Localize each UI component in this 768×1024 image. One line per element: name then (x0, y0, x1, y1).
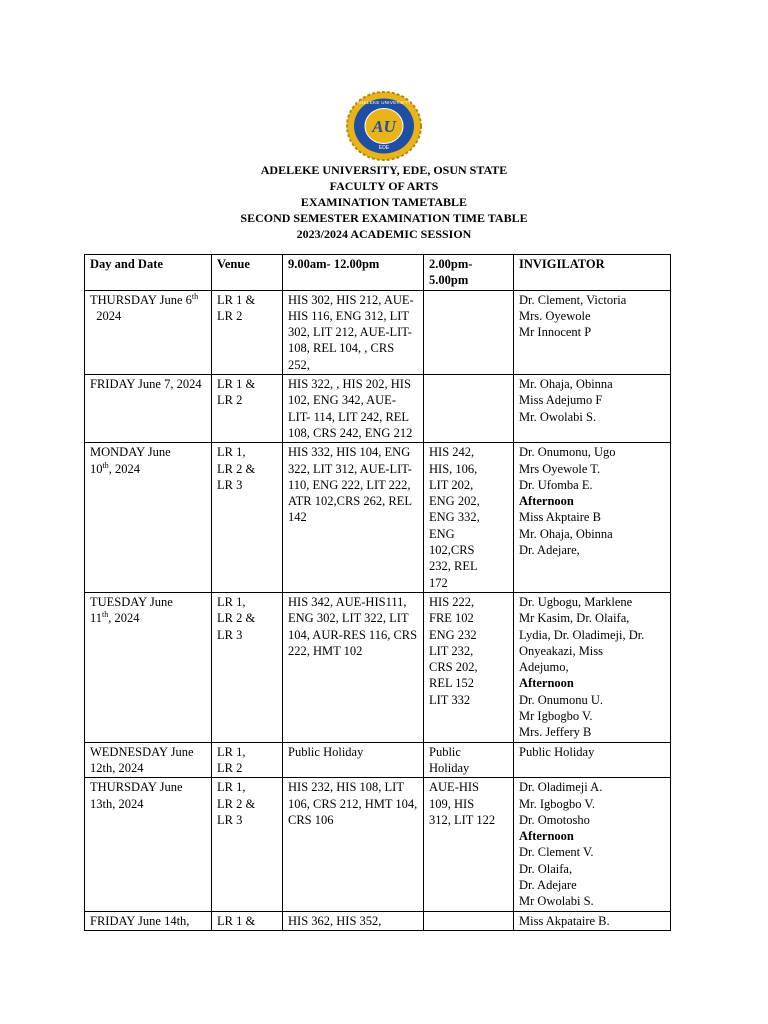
document-heading (0, 162, 768, 242)
invigilator-cell (514, 742, 671, 778)
invigilator-name: Mr. Ohaja, Obinna (519, 526, 613, 541)
venue-line: LR 2 & (217, 611, 256, 626)
venue-cell (212, 375, 283, 443)
morning-courses-cell: HIS 232, HIS 108, LIT 106, CRS 212, HMT 104, CRS 106 (283, 778, 424, 911)
invigilator-name: Dr. Adejare (519, 877, 577, 892)
day-date-text: MONDAY June 10 (90, 445, 171, 476)
venue-line: LR 1, (217, 594, 246, 609)
afternoon-course-line: HIS 222, (429, 594, 475, 609)
venue-cell (212, 443, 283, 593)
afternoon-courses-cell (424, 742, 514, 778)
day-date-ordinal: th (191, 291, 199, 301)
table-row (85, 443, 671, 593)
table-row (85, 375, 671, 443)
seal-ring-text: ADELEKE UNIVERSITY (356, 100, 412, 105)
heading-exam-title: EXAMINATION TAMETABLE (300, 195, 468, 209)
invigilator-name: Dr. Clement V. (519, 845, 594, 860)
day-date-text: WEDNESDAY June 12th, 2024 (90, 744, 194, 775)
day-date-cell (85, 443, 212, 593)
afternoon-course-line: ENG (429, 526, 455, 541)
heading-university: ADELEKE UNIVERSITY, EDE, OSUN STATE (260, 163, 508, 177)
afternoon-courses-cell (424, 911, 514, 930)
invigilator-cell (514, 778, 671, 911)
afternoon-courses-cell (424, 290, 514, 374)
venue-cell (212, 911, 283, 930)
afternoon-course-line: AUE-HIS (429, 780, 479, 795)
venue-line: LR 3 (217, 627, 243, 642)
day-date-cell (85, 911, 212, 930)
invigilator-name: Miss Akptaire B (519, 510, 601, 525)
invigilator-name: Mr. Ohaja, Obinna (519, 377, 613, 392)
invigilator-cell (514, 290, 671, 374)
afternoon-course-line: HIS, 106, (429, 461, 478, 476)
timetable-header-row (85, 255, 671, 291)
invigilator-name: Dr. Olaifa, (519, 861, 573, 876)
invigilator-name: Mr Owolabi S. (519, 894, 594, 909)
morning-courses-cell: HIS 302, HIS 212, AUE-HIS 116, ENG 312, LIT 302, LIT 212, AUE-LIT-108, REL 104, , CRS 252, (283, 290, 424, 374)
invigilator-name: Dr. Clement, Victoria (519, 292, 627, 307)
invigilator-name: Mrs Oyewole T. (519, 461, 601, 476)
venue-line: LR 1 & (217, 292, 256, 307)
invigilator-name: Miss Akpataire B. (519, 913, 610, 928)
venue-line: LR 2 & (217, 461, 256, 476)
invigilator-name: Dr. Ugbogu, Marklene (519, 594, 633, 609)
day-date-year: , 2024 (108, 461, 140, 476)
invigilator-name: Miss Adejumo F (519, 393, 603, 408)
table-row (85, 290, 671, 374)
exam-timetable (84, 254, 671, 931)
afternoon-courses-cell (424, 375, 514, 443)
day-date-year: , 2024 (108, 611, 140, 626)
invigilator-name: Mrs. Oyewole (519, 308, 591, 323)
day-date-year: 2024 (90, 308, 122, 323)
venue-line: LR 2 (217, 760, 243, 775)
invigilator-name: Dr. Adejare, (519, 543, 580, 558)
table-row (85, 778, 671, 911)
day-date-cell (85, 290, 212, 374)
day-date-text: THURSDAY June 6 (90, 292, 192, 307)
header-afternoon-line: 2.00pm- (429, 257, 473, 271)
afternoon-course-line: LIT 332 (429, 692, 471, 707)
afternoon-course-line: Public (429, 744, 461, 759)
venue-cell (212, 778, 283, 911)
afternoon-courses-cell (424, 592, 514, 742)
invigilator-name: Mr Igbogbo V. (519, 709, 593, 724)
afternoon-course-line: 172 (429, 575, 448, 590)
venue-cell (212, 290, 283, 374)
venue-line: LR 2 (217, 308, 243, 323)
venue-cell (212, 592, 283, 742)
venue-line: LR 3 (217, 477, 243, 492)
venue-line: LR 3 (217, 812, 243, 827)
invigilator-name: Dr. Oladimeji A. (519, 780, 603, 795)
timetable-body (85, 290, 671, 930)
afternoon-course-line: REL 152 (429, 676, 475, 691)
heading-faculty: FACULTY OF ARTS (329, 179, 439, 193)
venue-cell (212, 742, 283, 778)
afternoon-course-line: 232, REL (429, 559, 478, 574)
afternoon-course-line: Holiday (429, 760, 470, 775)
day-date-cell (85, 592, 212, 742)
invigilator-name: Lydia, Dr. Oladimeji, Dr. (519, 627, 645, 642)
afternoon-course-line: ENG 232 (429, 627, 477, 642)
invigilator-cell (514, 592, 671, 742)
day-date-text: THURSDAY June 13th, 2024 (90, 780, 183, 811)
invigilator-cell (514, 375, 671, 443)
morning-courses-cell: Public Holiday (283, 742, 424, 778)
table-row (85, 742, 671, 778)
afternoon-course-line: FRE 102 (429, 611, 474, 626)
invigilator-name: Public Holiday (519, 744, 595, 759)
afternoon-course-line: CRS 202, (429, 660, 478, 675)
header-venue: Venue (212, 255, 283, 291)
afternoon-course-line: ENG 332, (429, 510, 480, 525)
afternoon-subheading: Afternoon (519, 829, 574, 844)
header-day-date: Day and Date (85, 255, 212, 291)
day-date-ordinal: th (102, 610, 109, 620)
invigilator-name: Dr. Onumonu, Ugo (519, 445, 616, 460)
invigilator-name: Adejumo, (519, 660, 569, 675)
invigilator-name: Mr. Owolabi S. (519, 409, 597, 424)
afternoon-course-line: ENG 202, (429, 494, 480, 509)
day-date-ordinal: th (102, 460, 109, 470)
university-logo-seal (345, 90, 423, 162)
day-date-cell (85, 375, 212, 443)
afternoon-subheading: Afternoon (519, 494, 574, 509)
heading-session: 2023/2024 ACADEMIC SESSION (296, 227, 472, 241)
morning-courses-cell: HIS 342, AUE-HIS111, ENG 302, LIT 322, LIT 104, AUR-RES 116, CRS 222, HMT 102 (283, 592, 424, 742)
header-morning-session: 9.00am- 12.00pm (283, 255, 424, 291)
invigilator-name: Dr. Ufomba E. (519, 477, 593, 492)
afternoon-courses-cell (424, 778, 514, 911)
invigilator-name: Mr. Igbogbo V. (519, 796, 595, 811)
venue-line: LR 1, (217, 780, 246, 795)
invigilator-name: Mr Kasim, Dr. Olaifa, (519, 611, 630, 626)
header-afternoon-line: 5.00pm (429, 273, 469, 288)
afternoon-courses-cell (424, 443, 514, 593)
venue-line: LR 2 (217, 393, 243, 408)
table-row (85, 592, 671, 742)
day-date-cell (85, 778, 212, 911)
afternoon-course-line: 102,CRS (429, 543, 475, 558)
invigilator-cell (514, 911, 671, 930)
afternoon-course-line: LIT 232, (429, 643, 474, 658)
table-row (85, 911, 671, 930)
morning-courses-cell: HIS 322, , HIS 202, HIS 102, ENG 342, AUE-LIT- 114, LIT 242, REL 108, CRS 242, ENG 212 (283, 375, 424, 443)
venue-line: LR 1 & (217, 913, 256, 928)
heading-semester: SECOND SEMESTER EXAMINATION TIME TABLE (240, 211, 528, 225)
seal-location-text: EDE (378, 145, 390, 151)
day-date-text: TUESDAY June 11 (90, 594, 173, 626)
afternoon-course-line: HIS 242, (429, 445, 475, 460)
afternoon-course-line: LIT 202, (429, 477, 474, 492)
morning-courses-cell: HIS 362, HIS 352, (283, 911, 424, 930)
afternoon-course-line: 312, LIT 122 (429, 812, 496, 827)
invigilator-name: Mrs. Jeffery B (519, 725, 592, 740)
invigilator-name: Dr. Omotosho (519, 812, 590, 827)
day-date-cell (85, 742, 212, 778)
afternoon-course-line: 109, HIS (429, 796, 475, 811)
day-date-text: FRIDAY June 14th, (90, 913, 190, 928)
invigilator-name: Onyeakazi, Miss (519, 643, 604, 658)
header-invigilator: INVIGILATOR (514, 255, 671, 291)
seal-monogram: AU (372, 117, 396, 136)
afternoon-subheading: Afternoon (519, 676, 574, 691)
invigilator-name: Dr. Onumonu U. (519, 692, 604, 707)
venue-line: LR 1, (217, 744, 246, 759)
venue-line: LR 2 & (217, 796, 256, 811)
venue-line: LR 1, (217, 445, 246, 460)
invigilator-cell (514, 443, 671, 593)
morning-courses-cell: HIS 332, HIS 104, ENG 322, LIT 312, AUE-LIT-110, ENG 222, LIT 222, ATR 102,CRS 262, REL 142 (283, 443, 424, 593)
header-afternoon-session (424, 255, 514, 291)
invigilator-name: Mr Innocent P (519, 325, 592, 340)
day-date-text: FRIDAY June 7, 2024 (90, 377, 202, 392)
venue-line: LR 1 & (217, 377, 256, 392)
